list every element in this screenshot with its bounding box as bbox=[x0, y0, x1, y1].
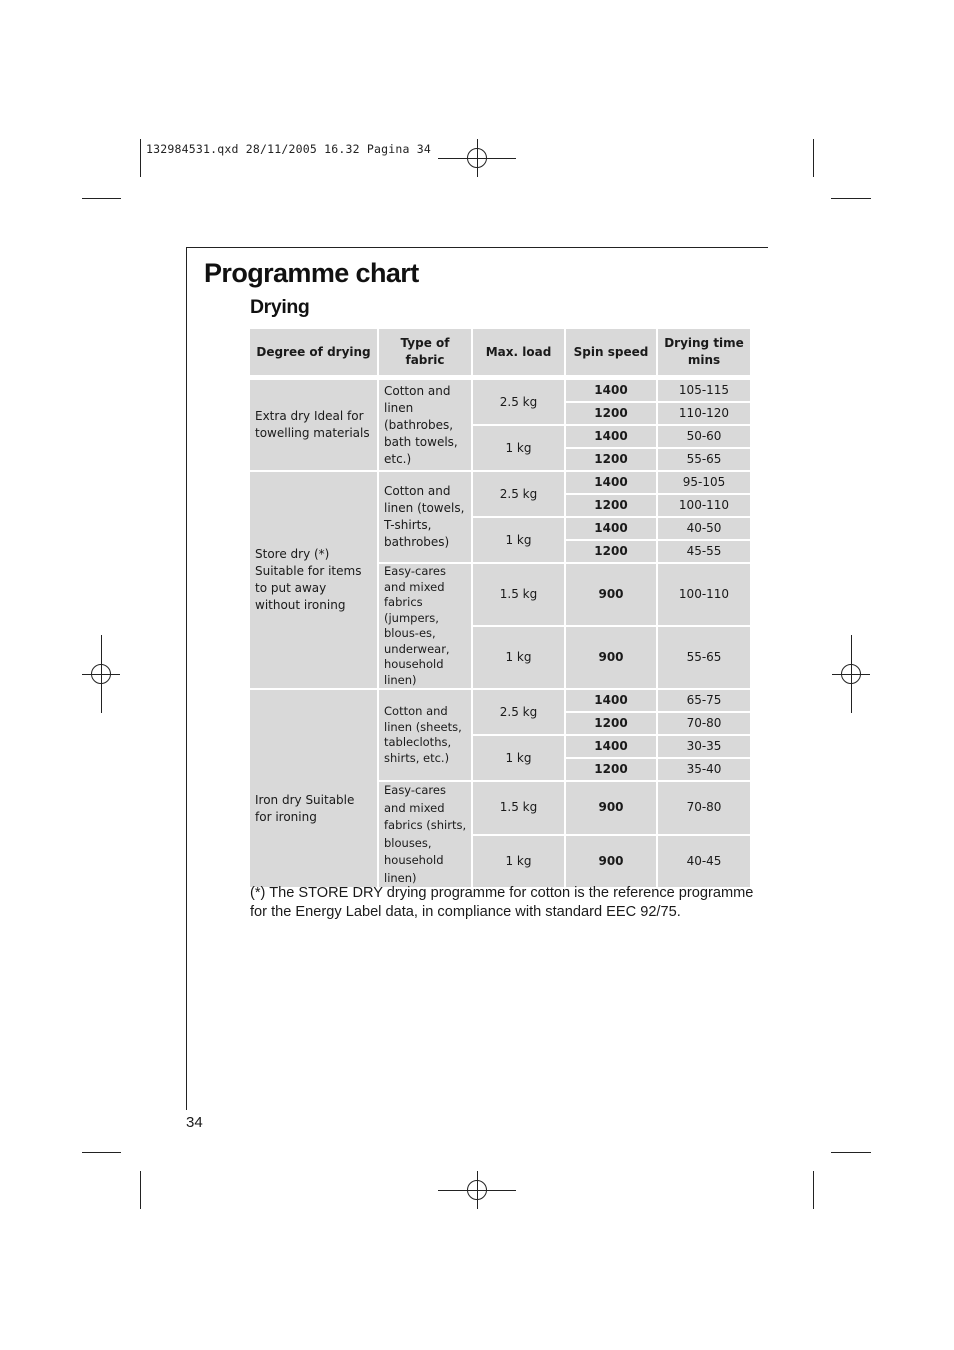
load-cell: 1.5 kg bbox=[473, 564, 564, 625]
page-number: 34 bbox=[186, 1114, 203, 1131]
load-cell: 2.5 kg bbox=[473, 472, 564, 516]
time-cell: 40-50 bbox=[658, 518, 750, 539]
header-spin: Spin speed bbox=[566, 329, 656, 375]
registration-mark-right bbox=[832, 655, 870, 693]
time-cell: 50-60 bbox=[658, 426, 750, 447]
time-cell: 40-45 bbox=[658, 836, 750, 888]
time-cell: 105-115 bbox=[658, 380, 750, 401]
load-cell: 1 kg bbox=[473, 736, 564, 780]
spin-cell: 1400 bbox=[566, 472, 656, 493]
crop-mark bbox=[140, 139, 141, 177]
crop-mark bbox=[82, 1152, 121, 1153]
crop-mark bbox=[831, 198, 871, 199]
time-cell: 70-80 bbox=[658, 782, 750, 834]
spin-cell: 1400 bbox=[566, 518, 656, 539]
page-title: Programme chart bbox=[204, 258, 419, 288]
load-cell: 2.5 kg bbox=[473, 380, 564, 424]
footnote: (*) The STORE DRY drying programme for cotton is the reference programme for the Energy Label data, in compliance with standard EEC 92/75. bbox=[250, 885, 754, 920]
crop-mark bbox=[140, 1171, 141, 1209]
crop-mark bbox=[813, 139, 814, 177]
crop-mark bbox=[82, 198, 121, 199]
spin-cell: 1200 bbox=[566, 403, 656, 424]
spin-cell: 1200 bbox=[566, 759, 656, 780]
time-cell: 30-35 bbox=[658, 736, 750, 757]
header-degree: Degree of drying bbox=[250, 329, 377, 375]
spin-cell: 1200 bbox=[566, 449, 656, 470]
registration-mark-top bbox=[458, 139, 496, 177]
fabric-cell: Cotton and linen (bathrobes, bath towels, etc.) bbox=[379, 380, 471, 470]
spin-cell: 1200 bbox=[566, 713, 656, 734]
header-fabric: Type of fabric bbox=[379, 329, 471, 375]
spin-cell: 1400 bbox=[566, 690, 656, 711]
table-row bbox=[250, 472, 750, 493]
load-cell: 1 kg bbox=[473, 518, 564, 562]
time-cell: 45-55 bbox=[658, 541, 750, 562]
fabric-cell: Cotton and linen (towels, T-shirts, bathrobes) bbox=[379, 472, 471, 562]
spin-cell: 1400 bbox=[566, 426, 656, 447]
table-header-row bbox=[250, 329, 750, 375]
degree-cell: Iron dry Suitable for ironing bbox=[250, 690, 377, 887]
degree-cell: Extra dry Ideal for towelling materials bbox=[250, 380, 377, 470]
time-cell: 100-110 bbox=[658, 564, 750, 625]
header-time: Drying time mins bbox=[658, 329, 750, 375]
time-cell: 55-65 bbox=[658, 627, 750, 688]
fabric-cell: Cotton and linen (sheets, tablecloths, shirts, etc.) bbox=[379, 690, 471, 780]
crop-mark bbox=[831, 1152, 871, 1153]
spin-cell: 1400 bbox=[566, 736, 656, 757]
time-cell: 95-105 bbox=[658, 472, 750, 493]
frame-top-rule bbox=[186, 247, 768, 248]
crop-mark bbox=[813, 1171, 814, 1209]
time-cell: 70-80 bbox=[658, 713, 750, 734]
header-load: Max. load bbox=[473, 329, 564, 375]
load-cell: 2.5 kg bbox=[473, 690, 564, 734]
fabric-cell: Easy-cares and mixed fabrics (shirts, blouses, household linen) bbox=[379, 782, 471, 887]
spin-cell: 900 bbox=[566, 782, 656, 834]
table-row bbox=[250, 380, 750, 401]
spin-cell: 900 bbox=[566, 627, 656, 688]
time-cell: 35-40 bbox=[658, 759, 750, 780]
time-cell: 110-120 bbox=[658, 403, 750, 424]
load-cell: 1 kg bbox=[473, 836, 564, 888]
load-cell: 1 kg bbox=[473, 426, 564, 470]
drying-programme-table bbox=[248, 327, 752, 889]
table-row bbox=[250, 690, 750, 711]
section-title: Drying bbox=[250, 296, 310, 318]
spin-cell: 1200 bbox=[566, 495, 656, 516]
spin-cell: 1400 bbox=[566, 380, 656, 401]
spin-cell: 900 bbox=[566, 836, 656, 888]
registration-mark-bottom bbox=[458, 1171, 496, 1209]
load-cell: 1 kg bbox=[473, 627, 564, 688]
registration-mark-left bbox=[82, 655, 120, 693]
spin-cell: 900 bbox=[566, 564, 656, 625]
spin-cell: 1200 bbox=[566, 541, 656, 562]
time-cell: 100-110 bbox=[658, 495, 750, 516]
time-cell: 55-65 bbox=[658, 449, 750, 470]
fabric-cell: Easy-cares and mixed fabrics (jumpers, blous-es, underwear, household linen) bbox=[379, 564, 471, 688]
print-slug: 132984531.qxd 28/11/2005 16.32 Pagina 34 bbox=[146, 142, 431, 156]
time-cell: 65-75 bbox=[658, 690, 750, 711]
load-cell: 1.5 kg bbox=[473, 782, 564, 834]
degree-cell: Store dry (*) Suitable for items to put away without ironing bbox=[250, 472, 377, 688]
frame-left-rule bbox=[186, 247, 187, 1110]
